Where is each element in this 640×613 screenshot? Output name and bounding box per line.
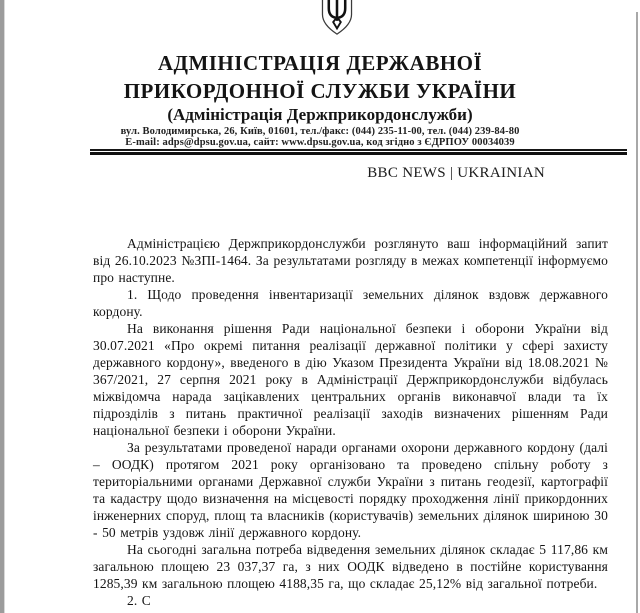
letterhead-divider bbox=[90, 149, 627, 155]
body-paragraph: На сьогодні загальна потреба відведення земельних ділянок складає 5 117,86 км загальною площею 23 037,37 га, з них ООДК відведено в постійне користування 1285,39 км загальною площею 4188,35 га, що складає 25,12% від загальної потреби. bbox=[93, 542, 608, 591]
body-paragraph: За результатами проведеної наради органами охорони державного кордону (далі – ООДК) протягом 2021 року організовано та проведено спільну роботу з територіальними органами Державної служби України з питань геодезії, картографії та кадастру щодо визначення на місцевості порядку проходження лінії прикордонних інженерних споруд, площ та власників (користувачів) земельних ділянок шириною 30 - 50 метрів уздовж лінії державного кордону. bbox=[93, 440, 608, 540]
page-right-edge bbox=[636, 12, 638, 613]
org-title-line2: ПРИКОРДОННОЇ СЛУЖБИ УКРАЇНИ bbox=[123, 79, 517, 103]
org-title-line1: АДМІНІСТРАЦІЯ ДЕРЖАВНОЇ bbox=[157, 51, 483, 75]
org-contact-line: E-mail: adps@dpsu.gov.ua, сайт: www.dpsu.gov.ua, код згідно з ЄДРПОУ 00034039 bbox=[125, 137, 515, 148]
org-subtitle: (Адміністрація Держприкордонслужби) bbox=[167, 105, 473, 124]
body-paragraph: На виконання рішення Ради національної безпеки і оборони України від 30.07.2021 «Про окремі питання реалізації державної політики у сфері захисту державного кордону», введеного в дію Указом Президента України від 18.08.2021 № 367/2021, 27 серпня 2021 року в Адміністрації Держприкордонслужби відбулась міжвідомча нарада зацікавлених центральних органів виконавчої влади та їх підрозділів з питань практичної реалізації заходів визначених рішенням Ради національної безпеки і оборони України. bbox=[93, 321, 608, 438]
body-paragraph: 1. Щодо проведення інвентаризації земельних ділянок вздовж державного кордону. bbox=[93, 287, 608, 319]
page-left-edge bbox=[0, 0, 5, 613]
letter-body bbox=[93, 235, 608, 609]
ukraine-trident-icon bbox=[318, 0, 356, 36]
body-paragraph-clipped: 2. С bbox=[127, 593, 151, 608]
recipient-line: BBC NEWS | UKRAINIAN bbox=[367, 165, 545, 181]
org-address-line: вул. Володимирська, 26, Київ, 01601, тел./факс: (044) 235-11-00, тел. (044) 239-84-80 bbox=[120, 126, 520, 137]
body-paragraph: Адміністрацією Держприкордонслужби розглянуто ваш інформаційний запит від 26.10.2023 №ЗПІ-1464. За результатами розгляду в межах компетенції інформуємо про наступне. bbox=[93, 236, 608, 285]
